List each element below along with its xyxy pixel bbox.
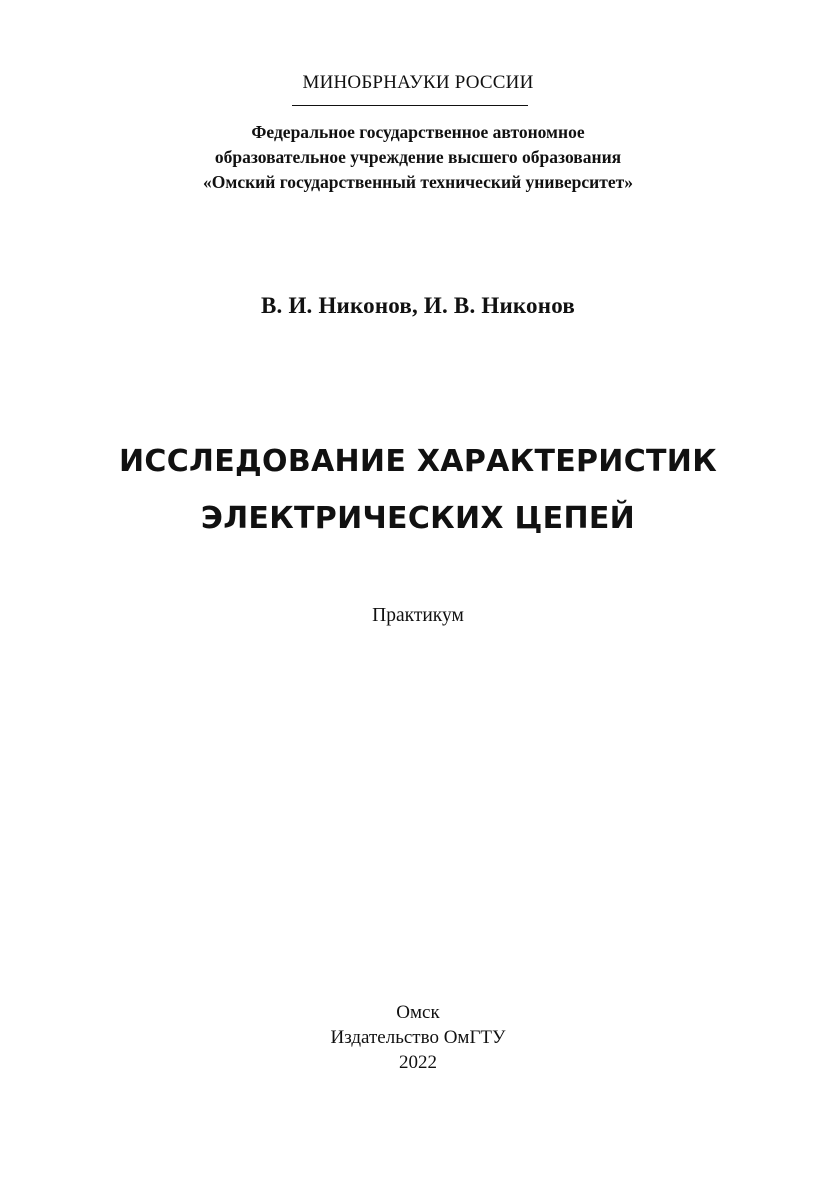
- title-line-2: ЭЛЕКТРИЧЕСКИХ ЦЕПЕЙ: [200, 501, 636, 536]
- institution-line-1: Федеральное государственное автономное: [251, 122, 585, 142]
- document-genre: Практикум: [372, 605, 464, 626]
- imprint-year: 2022: [399, 1052, 437, 1073]
- ministry-name: МИНОБРНАУКИ РОССИИ: [302, 72, 534, 93]
- institution-line-3: «Омский государственный технический университет»: [203, 172, 633, 192]
- imprint-block: [0, 1000, 836, 1075]
- institution-line-2: образовательное учреждение высшего образования: [214, 147, 622, 167]
- imprint-city: Омск: [396, 1002, 440, 1023]
- document-title: [0, 433, 836, 547]
- title-line-1: ИССЛЕДОВАНИЕ ХАРАКТЕРИСТИК: [118, 444, 718, 479]
- header-divider: [292, 105, 528, 106]
- imprint-publisher: Издательство ОмГТУ: [330, 1027, 506, 1048]
- institution-block: [0, 120, 836, 195]
- authors: В. И. Никонов, И. В. Никонов: [261, 293, 575, 318]
